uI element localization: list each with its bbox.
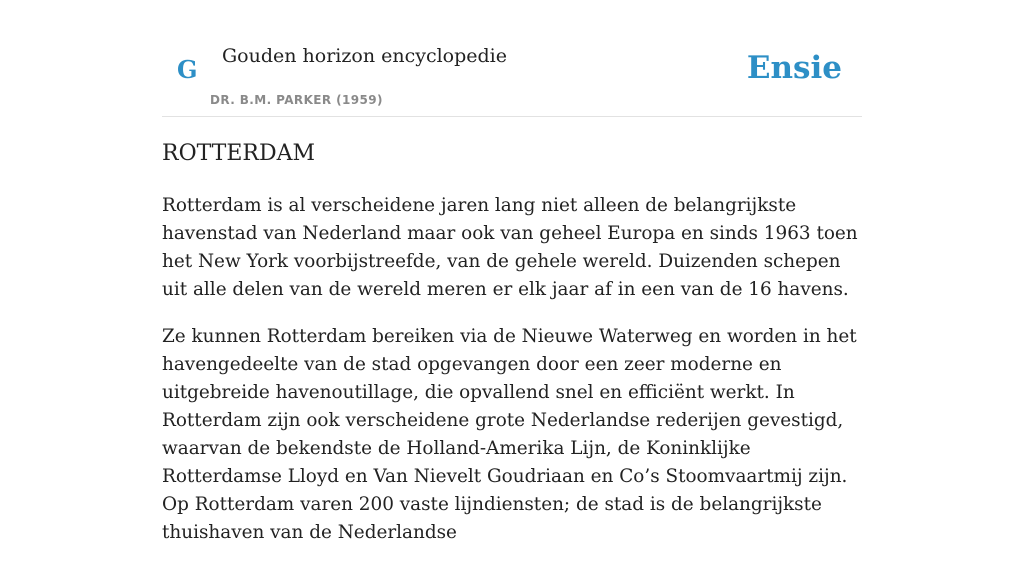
source-book-title[interactable]: Gouden horizon encyclopedie [222, 45, 507, 67]
article-body [162, 192, 862, 566]
article-paragraph: Rotterdam is al verscheidene jaren lang niet alleen de belangrijkste havenstad van Nederland maar ook van geheel Europa en sinds 1963 toen het New York voorbijstreefde, van de gehele wereld. Duizenden schepen uit alle delen van de wereld meren er elk jaar af in een van de 16 havens. [162, 195, 858, 300]
article-paragraph: Ze kunnen Rotterdam bereiken via de Nieuwe Waterweg en worden in het havengedeelte van de stad opgevangen door een zeer moderne en uitgebreide havenoutillage, die opvallend snel en efficiënt werkt. In Rotterdam zijn ook verscheidene grote Nederlandse rederijen gevestigd, waarvan de bekendste de Holland-Amerika Lijn, de Koninklijke Rotterdamse Lloyd en Van Nievelt Goudriaan en Co’s Stoomvaartmij zijn. Op Rotterdam varen 200 vaste lijndiensten; de stad is de belangrijkste thuishaven van de Nederlandse [162, 326, 857, 543]
brand-logo[interactable]: Ensie [746, 50, 842, 86]
source-author: DR. B.M. PARKER (1959) [210, 93, 383, 107]
article-title: ROTTERDAM [162, 141, 316, 166]
source-logo-icon[interactable]: G [177, 55, 198, 84]
page-header [162, 0, 862, 117]
